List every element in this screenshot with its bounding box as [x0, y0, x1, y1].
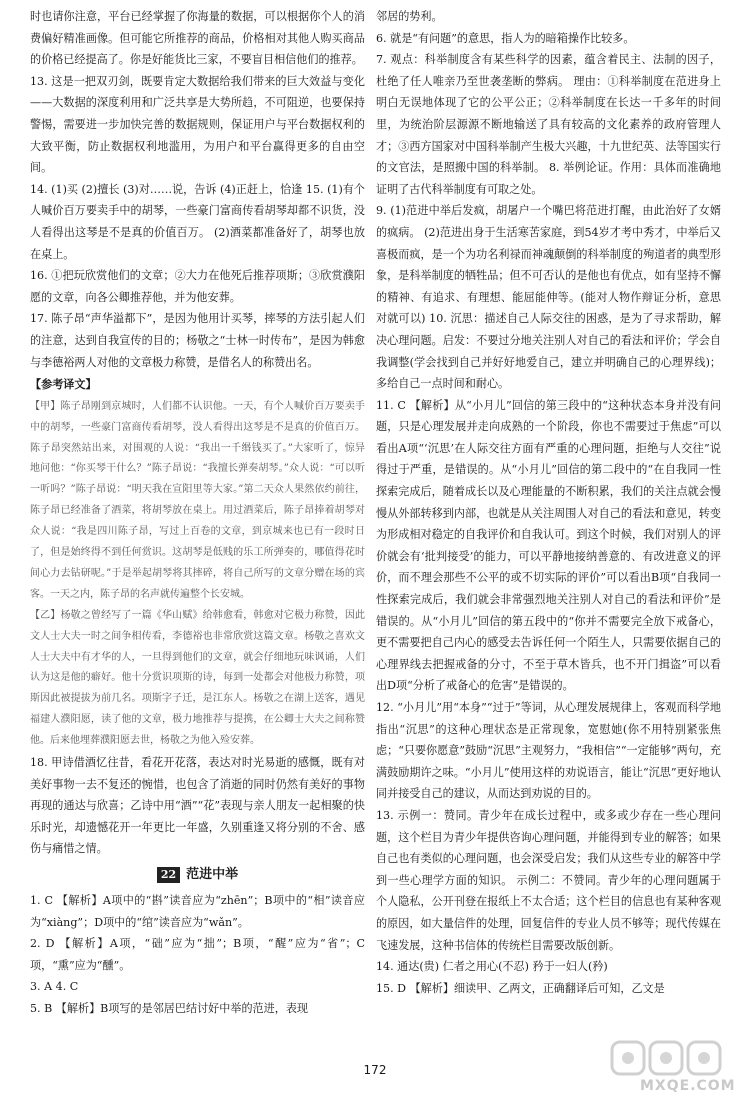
reference-translation-yi: 【乙】杨敬之曾经写了一篇《华山赋》给韩愈看，韩愈对它极力称赞，因此文人士大夫一时之间争相传看，李德裕也非常欣赏这篇文章。杨敬之喜欢文人士大夫中有才华的人，一旦得到他们的文章，就会仔细地玩味讽诵，人们认为这是他的癖好。他十分赏识项斯的诗，每到一处都会对他极力称赞，项斯因此被提拔为前几名。项斯字子迁，是江东人。杨敬之在湖上送客，遇见福建人濮阳愿，读了他的文章，极力地推荐与提携，在公卿士大夫之间称赞他。后来他埋葬濮阳愿去世，杨敬之为他入殓安葬。	[30, 609, 365, 747]
right-paragraph: 9. (1)范进中举后发疯，胡屠户一个嘴巴将范进打醒，由此治好了女婿的疯病。 (2)范进出身于生活寒苦家庭，到54岁才考中秀才，中举后又喜极而疯，是一个为功名利禄而神魂颠倒的科举制度的殉道者的典型形象，是科举制度的牺牲品；但不可否认的是他也有优点，如有坚持不懈的精神、有追求、有理想、能屈能伸等。(能对人物作辩证分析，意思对就可以) 10. 沉思：描述自己人际交往的困惑，是为了寻求帮助，解决心理问题。启发：不要过分地关注别人对自己的看法和评价；学会自我调整(学会找到自己并好好地爱自己，建立并明确自己的心理界线)；多给自己一点时间和耐心。	[376, 204, 721, 391]
left-paragraph: 16. ①把玩欣赏他们的文章；②大力在他死后推荐项斯；③欣赏濮阳愿的文章，向各公卿推荐他，并为他安葬。	[30, 269, 365, 304]
answer-item: 3. A 4. C	[30, 980, 79, 994]
right-paragraph: 14. 通达(贵) 仁者之用心(不忍) 矜于一妇人(矜)	[376, 960, 608, 974]
left-paragraph: 时也请你注意，平台已经掌握了你海量的数据，可以根据你个人的消费偏好精准画像。但可能它所推荐的商品，价格相对其他人购买商品的价格已经提高了。你是好能货比三家，不要盲目相信他们的推荐。	[30, 10, 365, 67]
answer-item: 1. C 【解析】A项中的“斟”读音应为“zhēn”；B项中的“相”读音应为“xiàng”；D项中的“绾”读音应为“wǎn”。	[30, 894, 365, 929]
right-column	[376, 6, 721, 999]
chapter-number: 22	[157, 867, 180, 883]
right-paragraph: 15. D 【解析】细读甲、乙两文，正确翻译后可知，乙文是	[376, 981, 665, 995]
answer-item: 2. D 【解析】A项，“础”应为“拙”；B项，“醒”应为“省”；C项，“熏”应为“醺”。	[30, 937, 365, 972]
chapter-heading	[30, 864, 365, 886]
right-paragraph: 13. 示例一：赞同。青少年在成长过程中，或多或少存在一些心理问题，这个栏目为青少年提供咨询心理问题，并能得到专业的解答；如果自己也有类似的心理问题，也会深受启发；我们从这些专业的解答中学到一些心理学方面的知识。 示例二：不赞同。青少年的心理问题属于个人隐私，公开刊登在报纸上不太合适；这个栏目的信息也有某种客观的原因，如大量信件的处理，回复信件的专业人员不够等；现代传媒在飞速发展，这种书信体的传统栏目需要改版创新。	[376, 808, 721, 952]
left-paragraph: 13. 这是一把双刃剑，既要肯定大数据给我们带来的巨大效益与变化——大数据的深度利用和广泛共享是大势所趋，不可阻逆，也要保持警惕，需要进一步加快完善的数据规则，保证用户与平台数据权利的大致平衡，防止数据权利地滥用，为用户和平台赢得更多的自由空间。	[30, 74, 365, 175]
right-paragraph: 邻居的势利。	[376, 10, 443, 23]
page-number: 172	[363, 1063, 387, 1077]
left-paragraph: 17. 陈子昂“声华溢都下”，是因为他用计买琴，摔琴的方法引起人们的注意，达到自我宣传的目的；杨敬之“士林一时传布”，是因为韩愈与李德裕两人对他的文章极力称赞，是借名人的称赞出名。	[30, 312, 365, 369]
right-paragraph: 6. 就是“有问题”的意思，指人为的暗箱操作比较多。	[376, 31, 635, 45]
reference-translation-title: 【参考译文】	[30, 378, 97, 392]
answer-item: 5. B 【解析】B项写的是邻居巴结讨好中举的范进，表现	[30, 1002, 309, 1016]
right-paragraph: 7. 观点：科举制度含有某些科学的因素，蕴含着民主、法制的因子，杜绝了任人唯亲乃至世袭垄断的弊病。 理由：①科举制度在范进身上明白无误地体现了它的公平公正；②科举制度在长达一千多年的时间里，为统治阶层源源不断地输送了具有较高的文化素养的政府管理人才；③西方国家对中国科举制产生极大兴趣，十九世纪英、法等国实行的文官法，是照搬中国的科举制。 8. 举例论证。作用：具体而准确地证明了古代科举制度有可取之处。	[376, 53, 721, 196]
chapter-title: 范进中举	[186, 867, 239, 883]
left-paragraph: 14. (1)买 (2)擅长 (3)对……说，告诉 (4)正赶上，恰逢 15. (1)有个人喊价百万要卖手中的胡琴，一些豪门富商传看胡琴却都不识货，没人看得出这琴是不是真的价值百万。 (2)酒菜都准备好了，胡琴也放在桌上。	[30, 182, 365, 261]
right-paragraph: 12. “小月儿”用“本身”“过于”等词，从心理发展规律上，客观而科学地指出“沉思”的这种心理状态是正常现象，宽慰她(你不用特别紧张焦虑；“只要你愿意”鼓励“沉思”主观努力，“我相信”“一定能够”两句，充满鼓励期许之味。“小月儿”使用这样的劝说语言，能让“沉思”更好地认同并接受自己的建议，从而达到劝说的目的。	[376, 701, 721, 801]
watermark-text: MXQE.COM	[640, 1078, 736, 1094]
reference-translation-jia: 【甲】陈子昂刚到京城时，人们都不认识他。一天，有个人喊价百万要卖手中的胡琴，一些豪门富商传看胡琴，没人看得出这琴是不是真的价值百万。陈子昂突然站出来，对围观的人说：“我出一千缗钱买了。”大家听了，惊异地问他：“你买琴干什么？”陈子昂说：“我擅长弹奏胡琴。”众人说：“可以听一听吗？”陈子昂说：“明天我在宣阳里等大家。”第二天众人果然依约前往，陈子昂已经准备了酒菜，将胡琴放在桌上。用过酒菜后，陈子昂捧着胡琴对众人说：“我是四川陈子昂，写过上百卷的文章，到京城来也已有一段时日了，但是始终得不到任何赏识。这胡琴是低贱的乐工所弹奏的，哪值得花时间心力去钻研呢。”于是举起胡琴将其摔碎，将自己所写的文章分赠在场的宾客。一天之内，陈子昂的名声就传遍整个长安城。	[30, 400, 365, 600]
question-18-answer: 18. 甲诗借酒忆往昔，看花开花落，表达对时光易逝的感慨，既有对美好事物一去不复还的惋惜，也包含了消逝的同时仍然有美好的事物再现的通达与欣喜；乙诗中用“酒”“花”表现与亲人朋友一起相聚的快乐时光，却遗憾花开一年更比一年盛，久别重逢又将分别的不舍、感伤与痛惜之情。	[30, 756, 365, 856]
left-column	[30, 6, 365, 1020]
right-paragraph: 11. C 【解析】从“小月儿”回信的第三段中的“这种状态本身并没有问题，只是心理发展并走向成熟的一个阶段，你也不需要过于焦虑”可以看出A项“‘沉思’在人际交往方面有严重的心理问题，拒绝与人交往”说得过于严重，是错误的。从“小月儿”回信的第二段中的“在自我同一性探索完成后，随着成长以及心理能量的不断积累，我们的关注点就会慢慢从外部转移到内部，也就是从关注周围人对自己的看法和意见，转变为形成相对稳定的自我评价和自我认可。到这个时候，我们对别人的评价就会有‘批判接受’的能力，可以平静地接纳善意的、有改进意义的评价，而不理会那些不公平的或不切实际的评价”可以看出B项“自我同一性探索完成后，我们就会非常强烈地关注别人对自己的看法和评价”是错误的。从“小月儿”回信的第五段中的“你并不需要完全放下戒备心，更不需要把自己内心的感受去告诉任何一个陌生人，只需要依据自己的心理界线去把握戒备的分寸，不至于草木皆兵，也不开门揖盗”可以看出D项“分析了戒备心的危害”是错误的。	[376, 398, 721, 693]
